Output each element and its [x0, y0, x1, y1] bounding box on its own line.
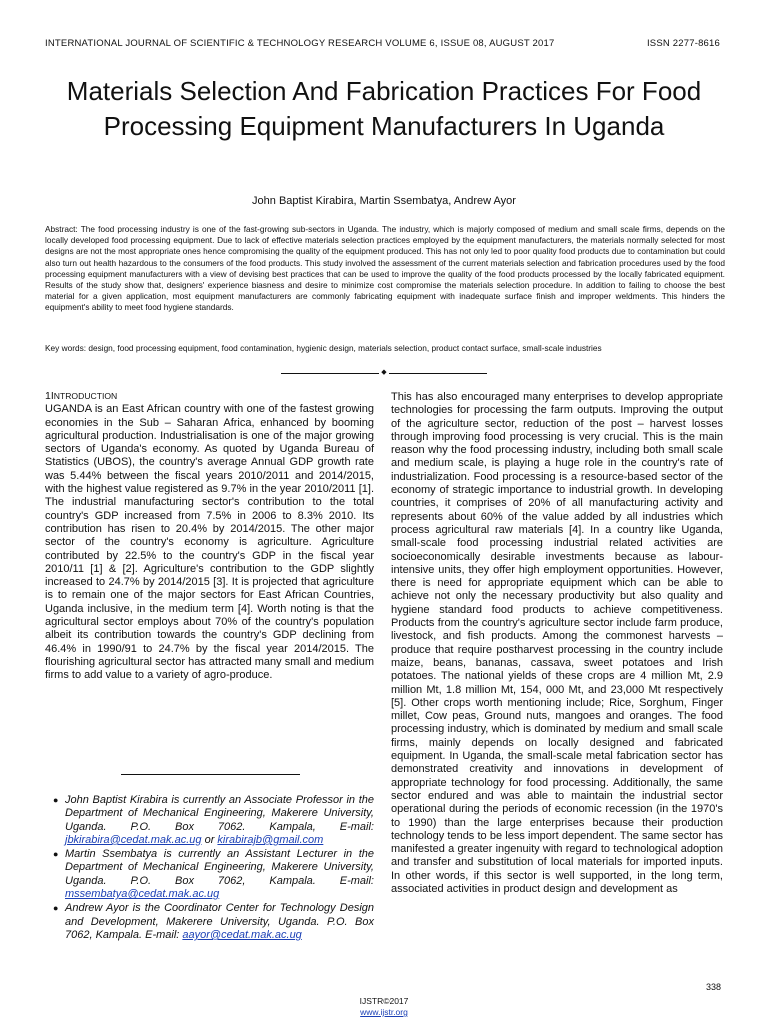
- journal-url-link[interactable]: www.ijstr.org: [360, 1007, 408, 1017]
- email-link[interactable]: jbkirabira@cedat.mak.ac.ug: [65, 833, 202, 846]
- footnote-item: [45, 902, 374, 942]
- author-footnotes: [45, 794, 374, 943]
- footnote-item: [45, 794, 374, 847]
- body-paragraph: This has also encouraged many enterprises to develop appropriate technologies for processing the farm outputs. Improving the output of the agriculture sector, reduction of the post – harvest losses through improving food processing is very crucial. This is the main reason why the food processing industry, including both small scale and medium scale, is playing a huge role in the country's rate of industrialization. Food processing is a resource-based sector of the economy of strategic importance to industrial growth. In developing countries, it comprises of 20% of all manufacturing activity and represents about 60% of the value added by all industries which process agricultural raw materials [4]. In a country like Uganda, small-scale food processing industrial related activities are socioeconomically desirable investments because as labour-intensive units, they offer high employment opportunities. However, there is need for appropriate equipment which can be able to achieve not only the necessary productivity but also quality and hygiene standard food products to achieve competitiveness. Products from the country's agriculture sector include farm produce, livestock, and fish products. Among the commonest harvests – produce that require postharvest processing in the country include maize, beans, bananas, cassava, sweet potatoes and Irish potatoes. The national yields of these crops are 4 million Mt, 2.9 million Mt, 1.8 million Mt, 154, 000 Mt, and 23,000 Mt respectively [5]. Other crops worth mentioning include; Rice, Sorghum, Finger millet, Cow peas, Ground nuts, mangoes and oranges. The food processing industry, which is dominated by medium and small scale firms, mainly depends on locally designed and fabricated equipment. In Uganda, the small-scale metal fabrication sector has demonstrated creativity and innovations in development of appropriate technology for food processing. Additionally, the same sector endured and was able to maintain the industrial sector operational during the periods of economic recession (in the 1970's to 1990) than the large enterprises because their production technology tends to be less import dependent. The same sector has manifested a greater ingenuity with regard to technological adoption and transfer and substitution of local materials for imported inputs. In other words, if this sector is well supported, in the long term, associated activities in product design and development as: [391, 391, 723, 895]
- footnote-text: Martin Ssembatya is currently an Assistant Lecturer in the Department of Mechanical Engineering, Makerere University, Uganda. P.O. Box 7062, Kampala. E-mail:: [65, 848, 374, 887]
- page-footer: [0, 996, 768, 1018]
- section-title-rest: NTRODUCTION: [53, 391, 118, 401]
- email-link[interactable]: aayor@cedat.mak.ac.ug: [182, 928, 302, 941]
- divider-line-right: [389, 373, 487, 374]
- footnote-text: John Baptist Kirabira is currently an Associate Professor in the Department of Mechanical Engineering, Makerere University, Uganda. P.O. Box 7062. Kampala, E-mail:: [65, 794, 374, 833]
- diamond-icon: ◆: [381, 369, 387, 376]
- running-header: [45, 38, 720, 49]
- section-divider: [278, 370, 490, 376]
- left-column: [45, 390, 374, 683]
- bullet-icon: ●: [53, 849, 59, 860]
- footnote-joiner: or: [201, 833, 218, 846]
- bullet-icon: ●: [53, 903, 59, 914]
- issn-header: ISSN 2277-8616: [646, 38, 720, 49]
- intro-paragraph: UGANDA is an East African country with one of the fastest growing economies in the Sub – Saharan Africa, enhanced by booming agricultural production. Industrialisation is one of the major growing sectors of Uganda's economy. As quoted by Uganda Bureau of Statistics (UBOS), the country's average Annual GDP growth rate was 5.44% between the fiscal years 2010/2011 and 2014/2015, with the highest value registered as 9.7% in the year 2010/2011 [1]. The industrial manufacturing sector's contribution to the total country's GDP increased from 7.5% in 2006 to 8.3% 2010. Its contribution has risen to 20.4% by 2014/2015. The other major sector of the country's economy is agriculture. Agriculture contributed by 22.5% to the country's GDP in the fiscal year 2010/11 [1] & [2]. Agriculture's contribution to the GDP slightly increased to 24.7% by 2014/2015 [3]. It is projected that agriculture is to remain one of the major sectors for East African Countries, Uganda inclusive, in the medium term [4]. Worth noting is that the agricultural sector employs about 70% of the country's population albeit its contribution towards the country's GDP declining from 46.4% in 1990/91 to 24.7% by the fiscal year 2014/2015. The flourishing agricultural sector has attracted many small and medium firms to add value to a variety of agro-produce.: [45, 403, 374, 682]
- divider-line-left: [281, 373, 379, 374]
- section-number: 1: [45, 390, 51, 402]
- email-link[interactable]: kirabirajb@gmail.com: [217, 833, 324, 846]
- email-link[interactable]: mssembatya@cedat.mak.ac.ug: [65, 888, 220, 901]
- right-column: [391, 391, 723, 896]
- section-first-letter: I: [50, 390, 54, 402]
- page-number: 338: [705, 982, 721, 992]
- section-heading: [45, 390, 374, 403]
- footnote-item: [45, 848, 374, 901]
- copyright-line: IJSTR©2017: [359, 996, 409, 1006]
- footnote-text: Andrew Ayor is the Coordinator Center for Technology Design and Development, Makerere University, Uganda. P.O. Box 7062, Kampala. E-mail:: [65, 902, 374, 941]
- keywords: Key words: design, food processing equipment, food contamination, hygienic design, materials selection, product contact surface, small-scale industries: [45, 343, 602, 353]
- journal-header: INTERNATIONAL JOURNAL OF SCIENTIFIC & TECHNOLOGY RESEARCH VOLUME 6, ISSUE 08, AUGUST 2017: [45, 38, 555, 49]
- paper-title: Materials Selection And Fabrication Practices For Food Processing Equipment Manufacturers In Uganda: [66, 76, 702, 141]
- abstract: Abstract: The food processing industry is one of the fast-growing sub-sectors in Uganda. The industry, which is majorly composed of medium and small scale firms, depends on the locally developed food processing equipment. Due to lack of effective materials selection practices employed by the equipment manufacturers, the materials normally selected for most designs are not the most appropriate ones hence compromising the quality of the equipment produced. This has not only led to poor quality food products due to contamination but could also turn out health hazardous to the consumers of the food products. This study involved the assessment of the current materials selection and fabrication procedures used by the food processing equipment manufacturers with a view of devising best practices that can be used to improve the quality of the food products processed by the locally fabricated equipment. Results of the study show that, designers' experience biasness and desire to minimize cost compromise the materials selection procedure. In addition to failing to choose the best material for a given application, most equipment manufacturers are commonly fabricating equipment with inadequate surface finish and improper weldments. This hinders the equipment's ability to meet food hygiene standards.: [45, 224, 725, 313]
- author-list: John Baptist Kirabira, Martin Ssembatya, Andrew Ayor: [252, 195, 516, 207]
- footnote-rule: [121, 774, 300, 775]
- bullet-icon: ●: [53, 795, 59, 805]
